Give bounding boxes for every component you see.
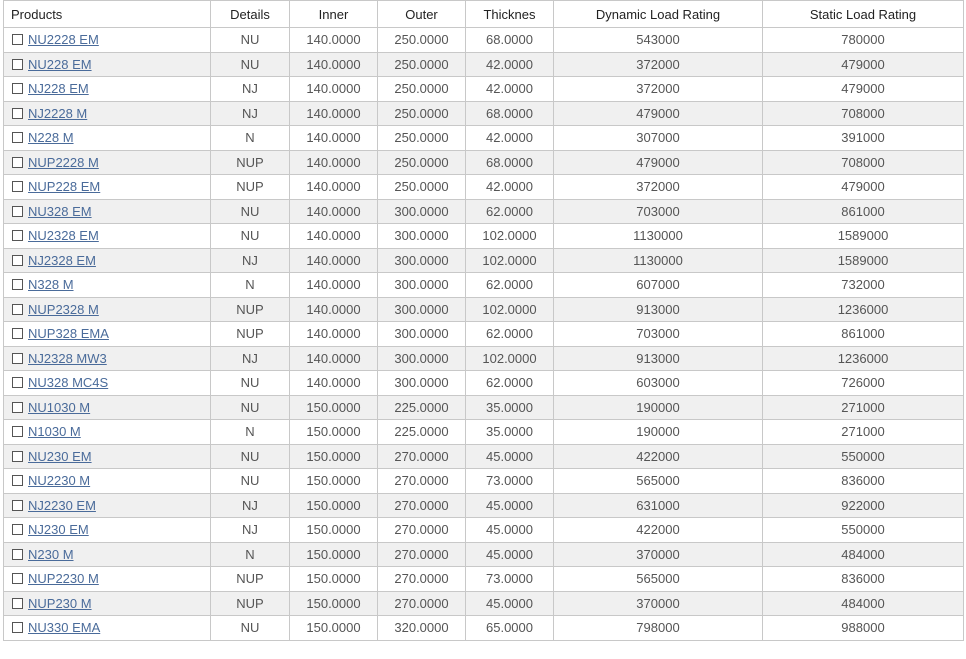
product-cell [4,101,211,126]
thickness-cell: 35.0000 [466,420,554,445]
row-select-checkbox[interactable] [12,304,23,315]
outer-cell: 270.0000 [378,518,466,543]
row-select-checkbox[interactable] [12,206,23,217]
products-table [3,0,964,641]
thickness-cell: 102.0000 [466,224,554,249]
product-cell [4,199,211,224]
product-link[interactable]: NU328 MC4S [28,375,109,391]
static-load-cell: 1236000 [763,297,964,322]
table-body [4,28,964,641]
dynamic-load-cell: 422000 [554,444,763,469]
static-load-cell: 861000 [763,199,964,224]
product-link[interactable]: NJ2328 EM [28,252,96,268]
thickness-cell: 45.0000 [466,493,554,518]
outer-cell: 270.0000 [378,542,466,567]
product-link[interactable]: NJ228 EM [28,81,89,97]
dynamic-load-cell: 370000 [554,542,763,567]
inner-cell: 140.0000 [290,346,378,371]
product-link[interactable]: NJ2328 MW3 [28,350,107,366]
column-header-inner[interactable]: Inner [290,1,378,28]
outer-cell: 300.0000 [378,224,466,249]
thickness-cell: 102.0000 [466,346,554,371]
outer-cell: 300.0000 [378,248,466,273]
details-cell: NU [211,616,290,641]
inner-cell: 140.0000 [290,199,378,224]
table-row [4,395,964,420]
product-cell [4,395,211,420]
product-link[interactable]: N228 M [28,130,74,146]
outer-cell: 250.0000 [378,101,466,126]
outer-cell: 300.0000 [378,322,466,347]
product-link[interactable]: N230 M [28,546,74,562]
inner-cell: 140.0000 [290,297,378,322]
outer-cell: 270.0000 [378,591,466,616]
inner-cell: 140.0000 [290,28,378,53]
outer-cell: 270.0000 [378,444,466,469]
table-row [4,199,964,224]
inner-cell: 140.0000 [290,224,378,249]
table-row [4,542,964,567]
dynamic-load-cell: 543000 [554,28,763,53]
outer-cell: 225.0000 [378,420,466,445]
outer-cell: 300.0000 [378,297,466,322]
dynamic-load-cell: 190000 [554,420,763,445]
dynamic-load-cell: 631000 [554,493,763,518]
details-cell: NJ [211,77,290,102]
table-row [4,591,964,616]
dynamic-load-cell: 307000 [554,126,763,151]
row-select-checkbox[interactable] [12,402,23,413]
details-cell: NU [211,52,290,77]
outer-cell: 250.0000 [378,150,466,175]
product-cell [4,371,211,396]
inner-cell: 140.0000 [290,248,378,273]
static-load-cell: 479000 [763,175,964,200]
dynamic-load-cell: 1130000 [554,224,763,249]
static-load-cell: 861000 [763,322,964,347]
product-link[interactable]: NUP328 EMA [28,326,109,342]
thickness-cell: 45.0000 [466,542,554,567]
outer-cell: 225.0000 [378,395,466,420]
thickness-cell: 42.0000 [466,126,554,151]
column-header-products[interactable]: Products [4,1,211,28]
table-row [4,567,964,592]
product-link[interactable]: NU228 EM [28,56,92,72]
row-select-checkbox[interactable] [12,181,23,192]
column-header-thickness[interactable]: Thicknes [466,1,554,28]
details-cell: NU [211,224,290,249]
table-row [4,126,964,151]
product-cell [4,444,211,469]
details-cell: NU [211,28,290,53]
column-header-static-load-rating[interactable]: Static Load Rating [763,1,964,28]
inner-cell: 140.0000 [290,322,378,347]
table-row [4,224,964,249]
product-cell [4,346,211,371]
row-select-checkbox[interactable] [12,451,23,462]
static-load-cell: 708000 [763,101,964,126]
table-row [4,322,964,347]
static-load-cell: 732000 [763,273,964,298]
row-select-checkbox[interactable] [12,622,23,633]
product-cell [4,616,211,641]
static-load-cell: 271000 [763,395,964,420]
thickness-cell: 62.0000 [466,322,554,347]
product-cell [4,150,211,175]
table-row [4,150,964,175]
table-row [4,371,964,396]
product-link[interactable]: NJ2228 M [28,105,88,121]
outer-cell: 270.0000 [378,567,466,592]
static-load-cell: 391000 [763,126,964,151]
inner-cell: 140.0000 [290,77,378,102]
inner-cell: 140.0000 [290,150,378,175]
details-cell: NUP [211,322,290,347]
thickness-cell: 45.0000 [466,444,554,469]
dynamic-load-cell: 190000 [554,395,763,420]
product-cell [4,77,211,102]
inner-cell: 140.0000 [290,52,378,77]
outer-cell: 270.0000 [378,493,466,518]
product-link[interactable]: NU230 EM [28,448,92,464]
table-row [4,77,964,102]
thickness-cell: 62.0000 [466,199,554,224]
table-row [4,248,964,273]
product-cell [4,322,211,347]
static-load-cell: 836000 [763,469,964,494]
outer-cell: 300.0000 [378,199,466,224]
product-link[interactable]: N1030 M [28,424,81,440]
table-row [4,175,964,200]
inner-cell: 150.0000 [290,444,378,469]
details-cell: NUP [211,567,290,592]
thickness-cell: 102.0000 [466,297,554,322]
inner-cell: 150.0000 [290,469,378,494]
thickness-cell: 73.0000 [466,567,554,592]
product-link[interactable]: N328 M [28,277,74,293]
product-link[interactable]: NU328 EM [28,203,92,219]
inner-cell: 150.0000 [290,567,378,592]
details-cell: NU [211,444,290,469]
dynamic-load-cell: 798000 [554,616,763,641]
product-link[interactable]: NUP2228 M [28,154,99,170]
table-row [4,346,964,371]
product-link[interactable]: NU2228 EM [28,32,99,48]
product-cell [4,493,211,518]
table-row [4,444,964,469]
dynamic-load-cell: 372000 [554,175,763,200]
static-load-cell: 479000 [763,52,964,77]
dynamic-load-cell: 603000 [554,371,763,396]
details-cell: NJ [211,248,290,273]
dynamic-load-cell: 565000 [554,469,763,494]
dynamic-load-cell: 607000 [554,273,763,298]
details-cell: NU [211,469,290,494]
product-cell [4,469,211,494]
row-select-checkbox[interactable] [12,549,23,560]
product-cell [4,567,211,592]
product-link[interactable]: NJ2230 EM [28,497,96,513]
inner-cell: 150.0000 [290,591,378,616]
row-select-checkbox[interactable] [12,230,23,241]
static-load-cell: 479000 [763,77,964,102]
outer-cell: 300.0000 [378,273,466,298]
static-load-cell: 1236000 [763,346,964,371]
details-cell: NJ [211,493,290,518]
static-load-cell: 988000 [763,616,964,641]
thickness-cell: 68.0000 [466,150,554,175]
static-load-cell: 726000 [763,371,964,396]
inner-cell: 150.0000 [290,518,378,543]
table-row [4,493,964,518]
details-cell: NJ [211,518,290,543]
static-load-cell: 1589000 [763,248,964,273]
inner-cell: 140.0000 [290,126,378,151]
details-cell: N [211,126,290,151]
row-select-checkbox[interactable] [12,328,23,339]
thickness-cell: 42.0000 [466,77,554,102]
row-select-checkbox[interactable] [12,59,23,70]
product-cell [4,224,211,249]
outer-cell: 250.0000 [378,52,466,77]
static-load-cell: 271000 [763,420,964,445]
row-select-checkbox[interactable] [12,500,23,511]
thickness-cell: 68.0000 [466,101,554,126]
row-select-checkbox[interactable] [12,157,23,168]
inner-cell: 150.0000 [290,395,378,420]
thickness-cell: 102.0000 [466,248,554,273]
product-link[interactable]: NUP2230 M [28,571,99,587]
product-cell [4,273,211,298]
product-cell [4,126,211,151]
thickness-cell: 65.0000 [466,616,554,641]
thickness-cell: 62.0000 [466,273,554,298]
dynamic-load-cell: 372000 [554,77,763,102]
details-cell: NU [211,371,290,396]
static-load-cell: 1589000 [763,224,964,249]
row-select-checkbox[interactable] [12,573,23,584]
product-link[interactable]: NU2230 M [28,473,91,489]
column-header-dynamic-load-rating[interactable]: Dynamic Load Rating [554,1,763,28]
product-link[interactable]: NUP228 EM [28,179,101,195]
thickness-cell: 68.0000 [466,28,554,53]
details-cell: NJ [211,346,290,371]
row-select-checkbox[interactable] [12,426,23,437]
row-select-checkbox[interactable] [12,598,23,609]
dynamic-load-cell: 1130000 [554,248,763,273]
outer-cell: 250.0000 [378,28,466,53]
product-link[interactable]: NU330 EMA [28,620,101,636]
row-select-checkbox[interactable] [12,255,23,266]
static-load-cell: 484000 [763,591,964,616]
details-cell: NUP [211,591,290,616]
outer-cell: 250.0000 [378,175,466,200]
dynamic-load-cell: 703000 [554,199,763,224]
inner-cell: 140.0000 [290,273,378,298]
static-load-cell: 550000 [763,444,964,469]
table-row [4,518,964,543]
details-cell: N [211,273,290,298]
static-load-cell: 484000 [763,542,964,567]
dynamic-load-cell: 913000 [554,297,763,322]
row-select-checkbox[interactable] [12,353,23,364]
product-cell [4,420,211,445]
thickness-cell: 42.0000 [466,175,554,200]
thickness-cell: 62.0000 [466,371,554,396]
static-load-cell: 780000 [763,28,964,53]
dynamic-load-cell: 372000 [554,52,763,77]
outer-cell: 270.0000 [378,469,466,494]
product-cell [4,52,211,77]
dynamic-load-cell: 913000 [554,346,763,371]
product-cell [4,28,211,53]
thickness-cell: 73.0000 [466,469,554,494]
dynamic-load-cell: 479000 [554,101,763,126]
outer-cell: 320.0000 [378,616,466,641]
thickness-cell: 45.0000 [466,518,554,543]
dynamic-load-cell: 370000 [554,591,763,616]
outer-cell: 300.0000 [378,371,466,396]
thickness-cell: 42.0000 [466,52,554,77]
inner-cell: 150.0000 [290,420,378,445]
column-header-outer[interactable]: Outer [378,1,466,28]
header-row [4,1,964,28]
details-cell: N [211,542,290,567]
outer-cell: 300.0000 [378,346,466,371]
details-cell: NUP [211,175,290,200]
inner-cell: 150.0000 [290,542,378,567]
details-cell: NU [211,395,290,420]
row-select-checkbox[interactable] [12,108,23,119]
outer-cell: 250.0000 [378,77,466,102]
inner-cell: 150.0000 [290,616,378,641]
details-cell: N [211,420,290,445]
thickness-cell: 35.0000 [466,395,554,420]
details-cell: NU [211,199,290,224]
table-row [4,101,964,126]
thickness-cell: 45.0000 [466,591,554,616]
dynamic-load-cell: 703000 [554,322,763,347]
row-select-checkbox[interactable] [12,279,23,290]
product-link[interactable]: NU1030 M [28,399,91,415]
dynamic-load-cell: 422000 [554,518,763,543]
product-link[interactable]: NJ230 EM [28,522,89,538]
dynamic-load-cell: 565000 [554,567,763,592]
product-link[interactable]: NUP230 M [28,595,92,611]
details-cell: NJ [211,101,290,126]
row-select-checkbox[interactable] [12,34,23,45]
product-cell [4,518,211,543]
table-row [4,52,964,77]
table-row [4,616,964,641]
table-row [4,28,964,53]
column-header-details[interactable]: Details [211,1,290,28]
row-select-checkbox[interactable] [12,524,23,535]
inner-cell: 140.0000 [290,175,378,200]
outer-cell: 250.0000 [378,126,466,151]
product-cell [4,591,211,616]
dynamic-load-cell: 479000 [554,150,763,175]
product-cell [4,248,211,273]
product-link[interactable]: NUP2328 M [28,301,99,317]
table-row [4,273,964,298]
product-cell [4,542,211,567]
details-cell: NUP [211,297,290,322]
row-select-checkbox[interactable] [12,132,23,143]
table-row [4,420,964,445]
inner-cell: 140.0000 [290,101,378,126]
inner-cell: 150.0000 [290,493,378,518]
row-select-checkbox[interactable] [12,377,23,388]
table-row [4,297,964,322]
static-load-cell: 922000 [763,493,964,518]
product-cell [4,297,211,322]
product-link[interactable]: NU2328 EM [28,228,99,244]
inner-cell: 140.0000 [290,371,378,396]
static-load-cell: 836000 [763,567,964,592]
details-cell: NUP [211,150,290,175]
static-load-cell: 708000 [763,150,964,175]
row-select-checkbox[interactable] [12,475,23,486]
product-cell [4,175,211,200]
table-row [4,469,964,494]
row-select-checkbox[interactable] [12,83,23,94]
static-load-cell: 550000 [763,518,964,543]
